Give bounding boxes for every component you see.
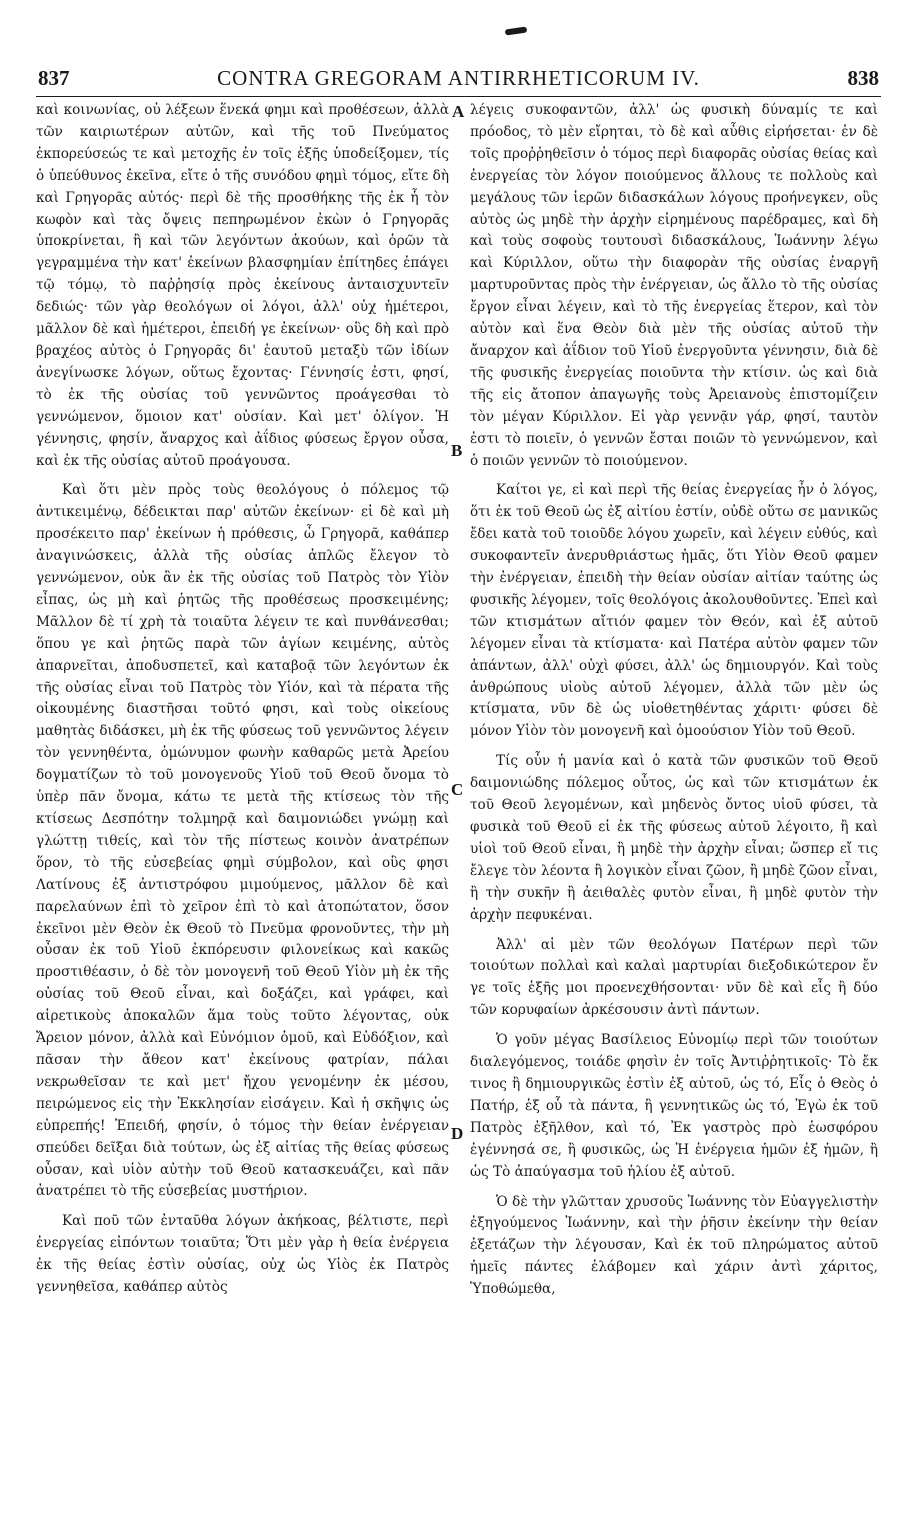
ink-mark bbox=[505, 26, 528, 35]
paragraph: καὶ κοινωνίας, οὐ λέξεων ἕνεκά φημι καὶ προθέσεων, ἀλλὰ τῶν καιριωτέρων αὐτῶν, καὶ τῆς τοῦ Πνεύματος ἐκπορεύσεώς τε καὶ μετοχῆς ἐν τοῖς ἑξῆς ὑποδείξομεν, τίς ὁ ὑπεύθυνος ἐκεῖνα, εἴτε ὁ τῆς συνόδου φημὶ τόμος, εἴτε δὴ καὶ Γρηγορᾶς αὐτός· περὶ δὲ τῆς προσθήκης τῆς ἐκ ἧ τὸν κωφὸν καὶ τὰς ὄψεις πεπηρωμένον ἐκὼν ὁ Γρηγορᾶς ὑποκρίνεται, ἢ καὶ τῶν λεγόντων ἀκούων, καὶ ὁρῶν τὰ γεγραμμένα τὴν κατ' ἐκείνων βλασφημίαν ἐπίτηδες ἐπάγει τῷ τόμῳ, τὸ παῤῥησίᾳ πρὸς ἐκείνους ἀνταισχυντεῖν δεδιώς· τῶν γὰρ θεολόγων οἱ λόγοι, ἀλλ' οὐχ ἡμέτεροι, μᾶλλον δὲ καὶ ἡμέτεροι, ἐπειδή γε ἐκείνων· οὓς δὴ καὶ πρὸ βραχέος αὐτὸς ὁ Γρηγορᾶς δι' ἑαυτοῦ μεταξὺ τῶν ἰδίων ἀνεγίνωσκε λόγων, οὕτως ἔχοντας· Γέννησίς ἐστι, φησί, τὸ ἐκ τῆς οὐσίας τοῦ γεννῶντος προάγεσθαι τὸ γεννώμενον, ὅμοιον κατ' οὐσίαν. Καὶ μετ' ὀλίγον. Ἡ γέννησις, φησίν, ἄναρχος καὶ ἀΐδιος φύσεως ἔργον οὖσα, καὶ ἐκ τῆς οὐσίας αὐτοῦ προάγουσα. bbox=[36, 102, 449, 469]
paragraph: Καὶ ὅτι μὲν πρὸς τοὺς θεολόγους ὁ πόλεμος τῷ ἀντικειμένῳ, δέδεικται παρ' αὐτῶν ἐκείνων· εἰ δὲ καὶ μὴ προσέκειτο παρ' ἐκείνων ἡ πρόθεσις, ὦ Γρηγορᾶ, καθάπερ ἀναγινώσκεις, ἀλλὰ τῆς οὐσίας ἁπλῶς ἔλεγον τὸ γεννώμενον, οὐκ ἂν ἐκ τῆς οὐσίας τοῦ Πατρὸς τὸν Υἱὸν εἶπας, ὡς μὴ καὶ ῥητῶς τῆς προθέσεως προσκειμένης; Μᾶλλον δὲ τί χρὴ τὰ τοιαῦτα λέγειν τε καὶ πυνθάνεσθαι; ὅπου γε καὶ ῥητῶς παρὰ τῶν ἁγίων κειμένης, αὐτὸς ἀπαρνεῖται, ἀποδυσπετεῖ, καὶ καταβοᾷ τῶν λεγόντων ἐκ τῆς οὐσίας εἶναι τοῦ Πατρὸς τὸν Υἱόν, καὶ τὰ πέρατα τῆς οἰκουμένης διαστῆσαι τοῦτό φησι, καὶ τοὺς οἰκείους μαθητὰς διδάσκει, μὴ ἐκ τῆς φύσεως τοῦ γεννῶντος λέγειν τὸν γεννηθέντα, ὁμώνυμον φωνὴν καθαρῶς μετὰ Ἀρείου δογματίζων τὸ τοῦ μονογενοῦς Υἱοῦ τοῦ Θεοῦ ὄνομα τὸ ὑπὲρ πᾶν ὄνομα, κάτω τε μετὰ τῆς κτίσεως τὸν τῆς κτίσεως Δεσπότην τολμηρᾷ καὶ δαιμονιώδει γνώμῃ καὶ γλώττῃ τιθείς, καὶ τὸν τῆς πίστεως κοινὸν ἀνατρέπων ὅρον, τὸ τῆς εὐσεβείας φημὶ σύμβολον, καὶ οὓς φησι Λατίνους ἐξ ἀντιστρόφου μιμούμενος, μᾶλλον δὲ καὶ παρελαύνων ἐπὶ τὸ χεῖρον ἐπὶ τὸ καὶ ἀτοπώτατον, ὅσον ἐκεῖνοι μὲν Θεὸν ἐκ Θεοῦ τὸ Πνεῦμα φρονοῦντες, τὴν μὴ οὖσαν ἐκ τοῦ Υἱοῦ ἐκπόρευσιν φιλονείκως καὶ κακῶς προστιθέασιν, ὁ δὲ τὸν μονογενῆ τοῦ Θεοῦ Υἱὸν μὴ ἐκ τῆς οὐσίας τοῦ Θεοῦ εἶναι, καὶ δοξάζει, καὶ γράφει, καὶ αἱρετικοὺς ἀποκαλῶν ἅμα τοὺς τοῦτο λέγοντας, οὐκ Ἄρειον μόνον, ἀλλὰ καὶ Εὐνόμιον ὁμοῦ, καὶ Εὐδόξιον, καὶ πᾶσαν τὴν ἄθεον κατ' ἐκείνους φατρίαν, πάλαι νεκρωθεῖσαν τε καὶ μετ' ἤχου γενομένην ἐκ μέσου, πειρώμενος εἰς τὴν Ἐκκλησίαν εἰσάγειν. Καὶ ἡ σκῆψις ὡς εὐπρεπής! Ἐπειδή, φησίν, ὁ τόμος τὴν θείαν ἐνέργειαν σπεύδει δεῖξαι διὰ τούτων, ὡς ἐξ αἰτίας τῆς θείας φύσεως οὖσαν, καὶ υἱὸν αὐτὴν τοῦ Θεοῦ κατασκευάζει, καὶ πᾶν ἀνατρέπει τὸ τῆς εὐσεβείας μυστήριον. bbox=[36, 482, 449, 1200]
right-column bbox=[470, 100, 878, 1309]
paragraph: Τίς οὖν ἡ μανία καὶ ὁ κατὰ τῶν φυσικῶν τοῦ Θεοῦ δαιμονιώδης πόλεμος οὗτος, ὡς καὶ τῶν κτισμάτων ἐκ τοῦ Θεοῦ λεγομένων, καὶ μηδενὸς ὄντος υἱοῦ φύσει, τὰ φυσικὰ τοῦ Θεοῦ εἰ ἐκ τῆς φύσεως αὐτοῦ λέγοιτο, ἢ καὶ υἱοὶ τοῦ Θεοῦ εἶναι, ἢ μηδὲ τὴν ἀρχὴν εἶναι; ὥσπερ εἴ τις ἔλεγε τὸν λέοντα ἢ λογικὸν εἶναι ζῶον, ἢ μηδὲ ζῶον εἶναι, ἢ τὴν συκῆν ἢ ἀειθαλὲς φυτὸν εἶναι, ἢ μηδὲ φυτὸν τὴν ἀρχὴν πεφυκέναι. bbox=[470, 753, 878, 923]
page-header bbox=[36, 62, 881, 97]
left-column bbox=[36, 100, 449, 1307]
paragraph: Ὁ δὲ τὴν γλῶτταν χρυσοῦς Ἰωάννης τὸν Εὐαγγελιστὴν ἐξηγούμενος Ἰωάννην, καὶ τὴν ῥῆσιν ἐκείνην τὴν θείαν ἐξετάζων τὴν λέγουσαν, Καὶ ἐκ τοῦ πληρώματος αὐτοῦ ἡμεῖς πάντες ἐλάβομεν καὶ χάριν ἀντὶ χάριτος, Ὑποθώμεθα, bbox=[470, 1193, 878, 1298]
page-number-left: 837 bbox=[38, 66, 70, 90]
margin-letter-d: D bbox=[451, 1124, 464, 1143]
paragraph: λέγεις συκοφαντῶν, ἀλλ' ὡς φυσικὴ δύναμίς τε καὶ πρόοδος, τὸ μὲν εἴρηται, τὸ δὲ καὶ αὖθις εἰρήσεται· ἐν δὲ τοῖς προῤῥηθεῖσιν ὁ τόμος περὶ διαφορᾶς οὐσίας θείας καὶ ἐνεργείας τὸν λόγον ποιούμενος ἄλλους τε πολλοὺς καὶ μεγάλους τῶν ἱερῶν διδασκάλων λόγους προήνεγκεν, οὓς αὐτὸς ὡς μηδὲ τὴν ἀρχὴν εἰρημένους παρέδραμες, καὶ δὴ καὶ τοὺς σοφοὺς τουτουσὶ διδασκάλους, Ἰωάννην λέγω καὶ Κύριλλον, οὕτω τὴν διαφορὰν τῆς οὐσίας ἐναργῆ μαρτυροῦντας πρὸς τὴν ἐνέργειαν, ὡς ἄλλο τὸ τῆς οὐσίας ἔργον εἶναι λέγειν, καὶ τὸ τῆς ἐνεργείας ἕτερον, καὶ τὸν αὐτὸν καὶ ἕνα Θεὸν διὰ μὲν τῆς οὐσίας αὐτοῦ τὴν ἄναρχον καὶ ἀΐδιον τοῦ Υἱοῦ ἐνεργοῦντα γέννησιν, διὰ δὲ τῆς φυσικῆς ἐνεργείας ποιοῦντα τὴν κτίσιν. ὡς καὶ διὰ τῆς εἰς ἄτοπον ἀπαγωγῆς τοὺς Ἀρειανοὺς ἐπιστομίζειν τὸν μέγαν Κύριλλον. Εἰ γὰρ γεννᾷν γάρ, φησί, ταυτὸν ἐστι τὸ ποιεῖν, ὁ γεννῶν ἔσται ποιῶν τὸ γεννώμενον, καὶ ὁ ποιῶν γεννῶν τὸ ποιούμενον. bbox=[470, 102, 878, 469]
paragraph: Ὁ γοῦν μέγας Βασίλειος Εὐνομίῳ περὶ τῶν τοιούτων διαλεγόμενος, τοιάδε φησὶν ἐν τοῖς Ἀντιῤῥητικοῖς· Τὸ ἔκ τινος ἢ δημιουργικῶς ἐστὶν ἐξ αὐτοῦ, ὡς τό, Εἷς ὁ Θεὸς ὁ Πατήρ, ἐξ οὗ τὰ πάντα, ἢ γεννητικῶς ὡς τό, Ἐγὼ ἐκ τοῦ Πατρὸς ἐξῆλθον, καὶ τό, Ἐκ γαστρὸς πρὸ ἑωσφόρου ἐγέννησά σε, ἢ φυσικῶς, ὡς Ἡ ἐνέργεια ἡμῶν ἐξ ἡμῶν, ἢ ὡς Τὸ ἀπαύγασμα τοῦ ἡλίου ἐξ αὐτοῦ. bbox=[470, 1032, 878, 1180]
margin-letter-c: C bbox=[451, 780, 464, 799]
margin-letter-b: B bbox=[451, 441, 463, 460]
running-title: CONTRA GREGORAM ANTIRRHETICORUM IV. bbox=[217, 66, 700, 90]
page-number-right: 838 bbox=[847, 66, 879, 90]
paragraph: Ἀλλ' αἱ μὲν τῶν θεολόγων Πατέρων περὶ τῶν τοιούτων πολλαὶ καὶ καλαὶ μαρτυρίαι διεξοδικώτερον ἔν γε τοῖς ἑξῆς μοι προενεχθήσονται· νῦν δὲ καὶ εἷς ἢ δύο τῶν κορυφαίων ἀρκέσουσιν ἀντὶ πάντων. bbox=[470, 936, 878, 1019]
paragraph: Καίτοι γε, εἰ καὶ περὶ τῆς θείας ἐνεργείας ἦν ὁ λόγος, ὅτι ἐκ τοῦ Θεοῦ ὡς ἐξ αἰτίου ἐστίν, οὐδὲ οὕτω σε μανικῶς ἔδει κατὰ τοῦ τοιοῦδε λόγου χωρεῖν, καὶ λέγειν εὐθύς, καὶ συκοφαντεῖν ἀνερυθριάστως ἡμᾶς, ὅτι Υἱὸν Θεοῦ φαμεν τὴν ἐνέργειαν, ἐπειδὴ τὴν θείαν οὐσίαν αἰτίαν ταύτης ὡς φυσικῆς λέγομεν, τοῖς θεολόγοις ἀκολουθοῦντες. Ἐπεὶ καὶ τῶν κτισμάτων αἴτιόν φαμεν τὸν Θεόν, καὶ ἐξ αὐτοῦ λέγομεν εἶναι τὰ κτίσματα· καὶ Πατέρα αὐτὸν φαμεν τῶν ἁπάντων, ἀλλ' οὐχὶ φύσει, ἀλλ' ὡς δημιουργόν. Καὶ τοὺς ἀνθρώπους υἱοὺς αὐτοῦ λέγομεν, ἀλλὰ τῶν μὲν ὡς κτίσματα, νῦν δὲ ὡς υἱοθετηθέντας χάριτι· φύσει δὲ μόνον Υἱὸν τὸν μονογενῆ καὶ ὁμοούσιον Υἱὸν τοῦ Θεοῦ. bbox=[470, 482, 878, 740]
paragraph: Καὶ ποῦ τῶν ἐνταῦθα λόγων ἀκήκοας, βέλτιστε, περὶ ἐνεργείας εἰπόντων τοιαῦτα; Ὅτι μὲν γὰρ ἡ θεία ἐνέργεια ἐκ τῆς θείας ἐστὶν οὐσίας, οὐχ ὡς Υἱὸς ἐκ Πατρὸς γεννηθεῖσα, καθάπερ αὐτὸς bbox=[36, 1213, 449, 1296]
margin-letter-a: A bbox=[452, 102, 465, 121]
